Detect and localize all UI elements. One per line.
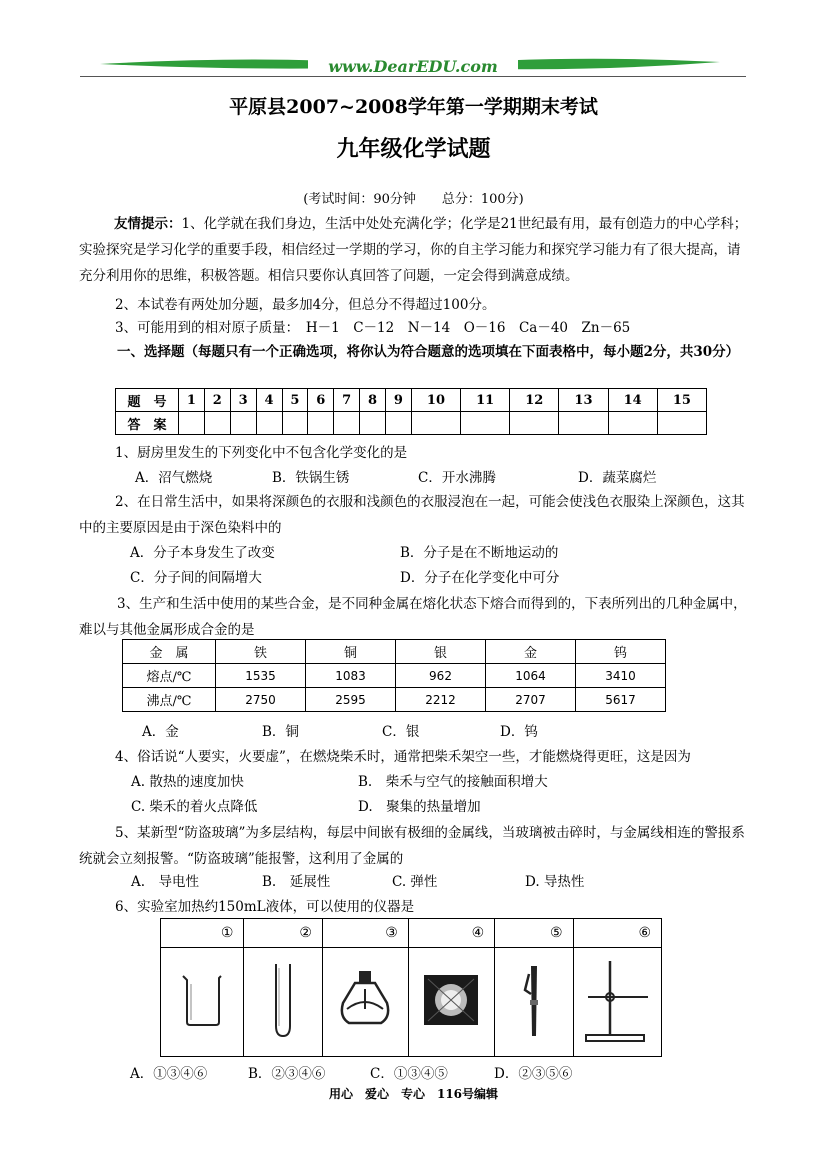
metal-cell: 5617 [576, 688, 666, 712]
exam-title: 平原县2007~2008学年第一学期期末考试 [229, 96, 598, 118]
q1-option-b: B．铁锅生锈 [272, 470, 350, 486]
instrument-label: ① [161, 919, 244, 948]
metal-cell: 1535 [216, 664, 306, 688]
q5-option-a: A. 导电性 [131, 874, 200, 890]
q4-option-d: D. 聚集的热量增加 [358, 799, 481, 815]
answer-cell-number: 3 [230, 389, 256, 412]
tips-line1: 1、化学就在我们身边，生活中处处充满化学；化学是21世纪最有用，最有创造力的中心学科；实验探究是学习化学的重要手段，相信经过一学期的学习，你的自主学习能力和探究学习能力有了很大提高，请充分利用你的思维，积极答题。相信只要你认真回答了问题，一定会得到满意成绩。 [79, 216, 748, 284]
test-tube-cell [244, 948, 322, 1057]
answer-cell-number: 1 [179, 389, 205, 412]
answer-table-row1-label: 题 号 [116, 389, 179, 412]
metal-table-row [123, 688, 666, 712]
metal-table-header-row [123, 640, 666, 664]
q3-option-c: C．银 [382, 724, 420, 740]
instrument-label: ⑤ [495, 919, 573, 948]
alcohol-lamp-icon [335, 965, 395, 1035]
answer-cell-number: 13 [559, 389, 608, 412]
beaker-cell [161, 948, 244, 1057]
instrument-label: ② [244, 919, 322, 948]
answer-blank-cell[interactable] [510, 412, 559, 435]
metal-header-cell: 金 属 [123, 640, 216, 664]
q1-stem: 1、厨房里发生的下列变化中不包含化学变化的是 [115, 445, 408, 461]
answer-table-number-row [116, 389, 707, 412]
instrument-label: ⑥ [573, 919, 661, 948]
asbestos-net-cell [408, 948, 494, 1057]
tips-paragraph [79, 211, 749, 289]
metal-table [122, 639, 666, 712]
metal-header-cell: 铜 [306, 640, 396, 664]
q3-stem: 3、生产和生活中使用的某些合金，是不同种金属在熔化状态下熔合而得到的，下表所列出的几种金属中，难以与其他金属形成合金的是 [79, 596, 747, 638]
q3-option-a: A．金 [142, 724, 179, 740]
answer-blank-cell[interactable] [334, 412, 360, 435]
answer-cell-number: 14 [608, 389, 657, 412]
answer-blank-cell[interactable] [360, 412, 386, 435]
q6-option-d: D．②③⑤⑥ [494, 1066, 573, 1082]
metal-cell: 2595 [306, 688, 396, 712]
instrument-label: ④ [408, 919, 494, 948]
q6-option-b: B．②③④⑥ [248, 1066, 326, 1082]
q4-stem: 4、俗话说“人要实，火要虚”，在燃烧柴禾时，通常把柴禾架空一些，才能燃烧得更旺，这是因为 [115, 749, 691, 765]
q4-option-a: A. 散热的速度加快 [131, 774, 244, 790]
beaker-icon [177, 970, 227, 1030]
tips-line2: 2、本试卷有两处加分题，最多加4分，但总分不得超过100分。 [115, 297, 496, 313]
metal-header-cell: 钨 [576, 640, 666, 664]
q6-option-c: C．①③④⑤ [370, 1066, 448, 1082]
answer-blank-cell[interactable] [461, 412, 510, 435]
metal-row-label: 沸点/℃ [123, 688, 216, 712]
answer-blank-cell[interactable] [230, 412, 256, 435]
q1-option-c: C．开水沸腾 [418, 470, 496, 486]
iron-stand-cell [573, 948, 661, 1057]
instrument-picture-row [161, 948, 662, 1057]
instrument-table [160, 918, 662, 1057]
answer-blank-cell[interactable] [559, 412, 608, 435]
tips-line3: 3、可能用到的相对原子质量： H－1 C－12 N－14 O－16 Ca－40 Zn－65 [115, 320, 631, 336]
q4-option-b: B. 柴禾与空气的接触面积增大 [358, 774, 548, 790]
q5-stem: 5、某新型“防盗玻璃”为多层结构，每层中间嵌有极细的金属线，当玻璃被击碎时，与金属线相连的警报系统就会立刻报警。“防盗玻璃”能报警，这利用了金属的 [79, 825, 745, 867]
answer-cell-number: 9 [386, 389, 412, 412]
alcohol-lamp-cell [322, 948, 408, 1057]
answer-cell-number: 4 [256, 389, 282, 412]
answer-blank-cell[interactable] [179, 412, 205, 435]
test-tube-holder-icon [519, 960, 549, 1040]
q2-option-b: B．分子是在不断地运动的 [400, 545, 559, 561]
metal-cell: 2212 [396, 688, 486, 712]
answer-blank-cell[interactable] [308, 412, 334, 435]
q5-option-d: D. 导热性 [525, 874, 585, 890]
answer-cell-number: 11 [461, 389, 510, 412]
test-tube-icon [268, 960, 298, 1040]
q5-option-b: B. 延展性 [262, 874, 331, 890]
q6-stem: 6、实验室加热约150mL液体，可以使用的仪器是 [115, 899, 415, 915]
answer-blank-cell[interactable] [657, 412, 706, 435]
q2-stem: 2、在日常生活中，如果将深颜色的衣服和浅颜色的衣服浸泡在一起，可能会使浅色衣服染上深颜色，这其中的主要原因是由于深色染料中的 [79, 494, 745, 536]
exam-subtitle: 九年级化学试题 [336, 136, 491, 162]
asbestos-net-icon [420, 969, 482, 1031]
q1-option-a: A．沼气燃烧 [135, 470, 213, 486]
answer-blank-cell[interactable] [256, 412, 282, 435]
answer-table [115, 388, 707, 435]
answer-blank-cell[interactable] [204, 412, 230, 435]
q4-option-c: C. 柴禾的着火点降低 [131, 799, 258, 815]
answer-cell-number: 5 [282, 389, 308, 412]
answer-cell-number: 2 [204, 389, 230, 412]
instrument-label-row [161, 919, 662, 948]
header-rule [80, 76, 746, 77]
answer-cell-number: 7 [334, 389, 360, 412]
metal-cell: 3410 [576, 664, 666, 688]
site-banner [80, 52, 746, 82]
q3-option-d: D．钨 [500, 724, 538, 740]
metal-cell: 1083 [306, 664, 396, 688]
answer-blank-cell[interactable] [411, 412, 460, 435]
answer-cell-number: 10 [411, 389, 460, 412]
iron-stand-icon [582, 955, 652, 1045]
answer-blank-cell[interactable] [282, 412, 308, 435]
exam-info: (考试时间：90分钟 总分：100分) [303, 192, 524, 207]
answer-blank-cell[interactable] [386, 412, 412, 435]
instrument-label: ③ [322, 919, 408, 948]
answer-cell-number: 8 [360, 389, 386, 412]
metal-header-cell: 银 [396, 640, 486, 664]
metal-header-cell: 金 [486, 640, 576, 664]
answer-table-answer-row [116, 412, 707, 435]
metal-header-cell: 铁 [216, 640, 306, 664]
q2-option-a: A．分子本身发生了改变 [130, 545, 275, 561]
metal-row-label: 熔点/℃ [123, 664, 216, 688]
answer-blank-cell[interactable] [608, 412, 657, 435]
answer-cell-number: 6 [308, 389, 334, 412]
answer-cell-number: 15 [657, 389, 706, 412]
q3-option-b: B．铜 [262, 724, 299, 740]
q2-option-c: C．分子间的间隔增大 [130, 570, 262, 586]
q5-option-c: C. 弹性 [392, 874, 438, 890]
site-logo: www.DearEDU.com [328, 57, 498, 76]
metal-cell: 2750 [216, 688, 306, 712]
q1-option-d: D．蔬菜腐烂 [578, 470, 657, 486]
metal-cell: 1064 [486, 664, 576, 688]
q2-option-d: D．分子在化学变化中可分 [400, 570, 560, 586]
q6-option-a: A．①③④⑥ [130, 1066, 208, 1082]
answer-cell-number: 12 [510, 389, 559, 412]
page-footer: 用心 爱心 专心 116号编辑 [328, 1087, 499, 1101]
test-tube-holder-cell [495, 948, 573, 1057]
tips-label: 友情提示： [114, 216, 182, 232]
metal-cell: 962 [396, 664, 486, 688]
metal-cell: 2707 [486, 688, 576, 712]
metal-table-row [123, 664, 666, 688]
answer-table-row2-label: 答 案 [116, 412, 179, 435]
section1-heading: 一、选择题（每题只有一个正确选项，将你认为符合题意的选项填在下面表格中，每小题2分，共30分） [117, 344, 740, 360]
